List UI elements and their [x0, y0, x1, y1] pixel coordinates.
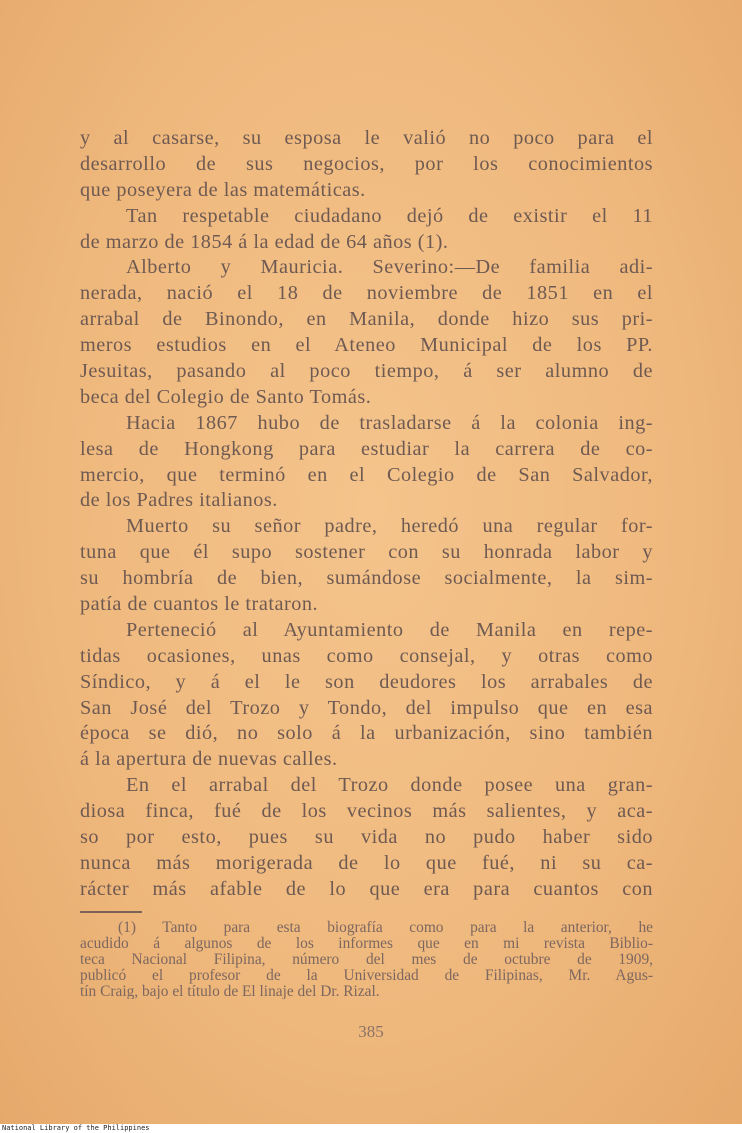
text-line: desarrollo de sus negocios, por los conocimientos	[80, 152, 653, 175]
text-line: San José del Trozo y Tondo, del impulso que en esa	[80, 696, 653, 719]
footnote-divider	[80, 911, 142, 913]
footnote-line: (1) Tanto para esta biografía como para la anterior, he	[118, 920, 653, 936]
footnote	[80, 920, 653, 999]
text-line: Síndico, y á el le son deudores los arrabales de	[80, 670, 653, 693]
text-line: á la apertura de nuevas calles.	[80, 748, 338, 771]
text-line: patía de cuantos le trataron.	[80, 593, 319, 616]
text-line: Jesuitas, pasando al poco tiempo, á ser alumno de	[80, 360, 653, 383]
text-line: En el arrabal del Trozo donde posee una gran-	[126, 774, 653, 797]
text-line: tidas ocasiones, unas como consejal, y otras como	[80, 644, 653, 667]
library-credit: National Library of the Philippines	[2, 1124, 150, 1132]
text-line: y al casarse, su esposa le valió no poco para el	[80, 127, 653, 149]
text-line: arrabal de Binondo, en Manila, donde hizo sus pri-	[80, 308, 653, 331]
text-line: su hombría de bien, sumándose socialmente, la sim-	[80, 567, 653, 590]
text-line: Hacia 1867 hubo de trasladarse á la colonia ing-	[126, 411, 653, 434]
body-text	[80, 126, 653, 903]
text-line: nunca más morigerada de lo que fué, ni su ca-	[80, 851, 653, 874]
footnote-line: tín Craig, bajo el título de El linaje del Dr. Rizal.	[80, 983, 380, 1000]
text-line: mercio, que terminó en el Colegio de San Salvador,	[80, 463, 653, 486]
text-line: Muerto su señor padre, heredó una regular for-	[126, 515, 653, 538]
text-line: Alberto y Mauricia. Severino:—De familia adi-	[126, 256, 653, 279]
text-line: nerada, nació el 18 de noviembre de 1851 en el	[80, 282, 653, 305]
footnote-line: publicó el profesor de la Universidad de Filipinas, Mr. Agus-	[80, 967, 653, 984]
text-line: diosa finca, fué de los vecinos más salientes, y aca-	[80, 800, 653, 823]
page-number: 385	[358, 1022, 384, 1041]
text-line: beca del Colegio de Santo Tomás.	[80, 385, 372, 408]
footnote-line: acudido á algunos de los informes que en mi revista Biblio-	[80, 935, 653, 952]
text-line: lesa de Hongkong para estudiar la carrera de co-	[80, 437, 653, 460]
text-line: de los Padres italianos.	[80, 489, 278, 512]
text-line: so por esto, pues su vida no pudo haber sido	[80, 826, 653, 849]
text-line: tuna que él supo sostener con su honrada labor y	[80, 541, 653, 564]
text-line: meros estudios en el Ateneo Municipal de los PP.	[80, 334, 653, 357]
text-line: de marzo de 1854 á la edad de 64 años (1).	[80, 230, 449, 253]
text-line: Perteneció al Ayuntamiento de Manila en repe-	[126, 618, 653, 641]
text-line: rácter más afable de lo que era para cuantos con	[80, 877, 653, 900]
text-line: época se dió, no solo á la urbanización, sino también	[80, 722, 653, 745]
text-line: que poseyera de las matemáticas.	[80, 178, 366, 201]
footnote-line: teca Nacional Filipina, número del mes de octubre de 1909,	[80, 951, 653, 968]
text-line: Tan respetable ciudadano dejó de existir el 11	[126, 204, 653, 227]
